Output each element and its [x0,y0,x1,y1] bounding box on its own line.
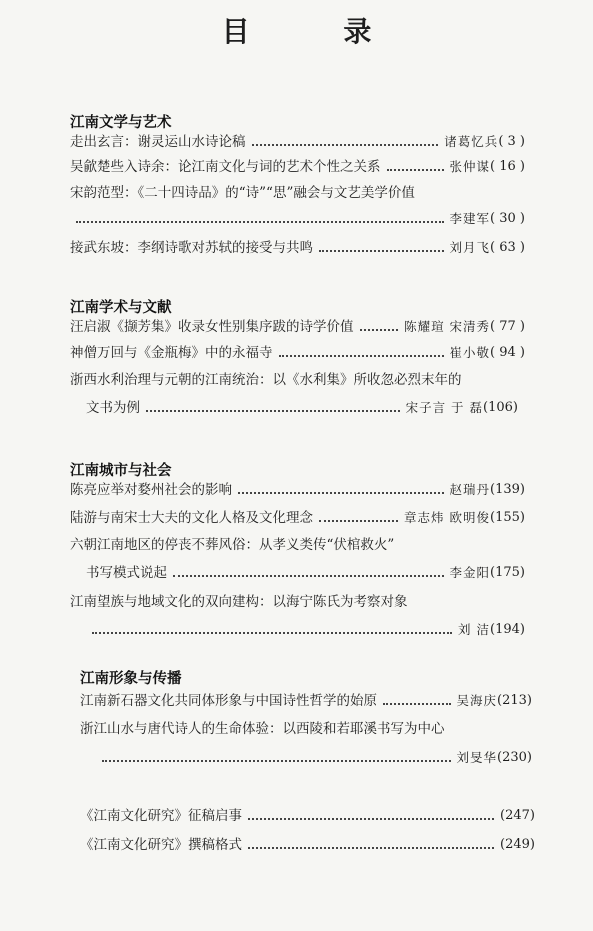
entry-author: 李金阳 [449,565,491,580]
entry-title-line1: 六朝江南地区的停丧不葬风俗：从孝义类传“伏棺救火” [70,537,395,553]
entry-page: (213) [497,693,532,708]
leader-dots [146,410,400,412]
entry-page: (139) [490,482,525,497]
leader-dots [387,169,444,171]
leader-dots [238,492,444,494]
section-heading: 江南形象与传播 [80,671,182,687]
entry-title: 陆游与南宋士大夫的文化人格及文化理念 [70,510,313,526]
entry-author: 赵瑞丹 [449,482,491,497]
entry-title-line1: 浙江山水与唐代诗人的生命体验：以西陵和若耶溪书写为中心 [80,721,445,737]
entry-author: 诸葛忆兵 [444,134,499,149]
toc-entry [86,397,518,419]
entry-page: ( 30 ) [490,211,525,226]
entry-page: (249) [500,837,535,852]
toc-entry [70,208,525,230]
entry-author: 章志炜 欧明俊 [404,510,491,525]
entry-page: ( 3 ) [498,134,525,149]
section-heading: 江南城市与社会 [70,463,172,479]
entry-author: 宋子言 于 磊 [405,400,484,415]
leader-dots [92,632,452,634]
section-heading: 江南文学与艺术 [70,115,172,131]
toc-entry [70,507,525,529]
entry-title: 神僧万回与《金瓶梅》中的永福寺 [70,345,273,361]
leader-dots [383,703,451,705]
entry-author: 刘 洁 [458,622,491,637]
page-title: 目 录 [221,15,414,48]
entry-author: 李建军 [449,211,491,226]
leader-dots [173,575,444,577]
entry-title-line1: 江南望族与地域文化的双向建构：以海宁陈氏为考察对象 [70,594,408,610]
entry-title: 陈亮应举对婺州社会的影响 [70,482,232,498]
toc-entry [70,342,525,364]
leader-dots [248,818,494,820]
toc-entry [80,805,535,827]
entry-author: 刘月飞 [449,240,491,255]
toc-entry [70,316,525,338]
entry-page: ( 63 ) [490,240,525,255]
toc-entry [70,131,525,153]
entry-author: 陈耀瑄 宋清秀 [404,319,491,334]
entry-title: 接武东坡：李纲诗歌对苏轼的接受与共鸣 [70,240,313,256]
leader-dots [252,144,439,146]
entry-title: 文书为例 [86,400,140,416]
entry-page: (247) [500,808,535,823]
leader-dots [319,520,398,522]
entry-title: 汪启淑《撷芳集》收录女性别集序跋的诗学价值 [70,319,354,335]
entry-title: 走出玄言：谢灵运山水诗论稿 [70,134,246,150]
entry-title: 江南新石器文化共同体形象与中国诗性哲学的始原 [80,693,377,709]
entry-page: ( 94 ) [490,345,525,360]
entry-author: 吴海庆 [456,693,498,708]
section-heading: 江南学术与文献 [70,300,172,316]
entry-author: 刘旻华 [456,750,498,765]
entry-title-line1: 宋韵范型：《二十四诗品》的“诗”“思”融会与文艺美学价值 [70,185,415,201]
entry-author: 张仲谋 [449,159,491,174]
leader-dots [76,221,444,223]
entry-page: (155) [490,510,525,525]
entry-author: 崔小敬 [449,345,491,360]
toc-entry [96,747,532,769]
leader-dots [319,250,444,252]
entry-title: 吴歈楚些入诗余：论江南文化与词的艺术个性之关系 [70,159,381,175]
toc-entry [70,156,525,178]
leader-dots [102,760,451,762]
toc-entry [86,619,525,641]
toc-entry [80,834,535,856]
toc-entry [70,237,525,259]
leader-dots [248,847,494,849]
entry-title: 《江南文化研究》征稿启事 [80,808,242,824]
leader-dots [360,329,399,331]
toc-entry [70,479,525,501]
entry-page: (194) [490,622,525,637]
entry-page: (106) [483,400,518,415]
entry-title: 书写模式说起 [86,565,167,581]
entry-page: ( 16 ) [490,159,525,174]
leader-dots [279,355,444,357]
toc-entry [86,562,525,584]
entry-page: (230) [497,750,532,765]
entry-page: ( 77 ) [490,319,525,334]
entry-page: (175) [490,565,525,580]
entry-title: 《江南文化研究》撰稿格式 [80,837,242,853]
toc-entry [80,690,532,712]
entry-title-line1: 浙西水利治理与元朝的江南统治：以《水利集》所收忽必烈末年的 [70,372,462,388]
